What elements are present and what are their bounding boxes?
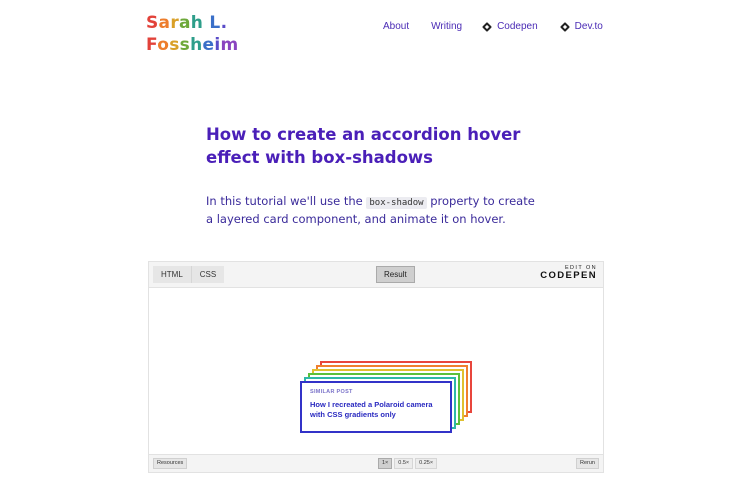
logo-letter: h — [190, 35, 203, 55]
result-preview — [149, 289, 603, 456]
card-headline: How I recreated a Polaroid camera with CSS gradients only — [310, 400, 433, 419]
resources-button[interactable]: Resources — [153, 458, 187, 469]
logo-letter: i — [214, 35, 221, 55]
logo-letter: F — [146, 35, 158, 55]
nav-devto-label: Dev.to — [574, 21, 603, 32]
codepen-icon — [482, 22, 492, 32]
edit-on-label: EDIT ON — [564, 265, 597, 271]
nav-codepen-label: Codepen — [497, 21, 538, 32]
intro-text-end: property to create a layered card component, and animate it on hover. — [206, 194, 535, 226]
edit-on-codepen-link[interactable] — [540, 265, 597, 281]
logo-line-1 — [146, 12, 238, 34]
embed-toolbar — [149, 262, 603, 288]
embed-tabs — [153, 266, 224, 283]
site-logo[interactable] — [146, 12, 238, 56]
logo-letter: h — [190, 13, 204, 33]
logo-letter: s — [179, 35, 191, 55]
intro-text-start: In this tutorial we'll use the — [206, 194, 367, 208]
logo-letter: r — [170, 13, 180, 33]
zoom-half-button[interactable]: 0.5× — [394, 458, 413, 469]
tab-css[interactable]: CSS — [191, 266, 224, 283]
intro-code: box-shadow — [366, 197, 426, 209]
article-intro — [206, 193, 536, 227]
logo-line-2 — [146, 34, 238, 56]
rerun-button[interactable]: Rerun — [576, 458, 599, 469]
logo-letter: e — [202, 35, 215, 55]
codepen-brand: CODEPEN — [540, 270, 597, 281]
zoom-1x-button[interactable]: 1× — [378, 458, 392, 469]
zoom-controls — [378, 458, 439, 469]
logo-letter: m — [220, 35, 239, 55]
nav-codepen-link[interactable] — [482, 21, 538, 32]
logo-letter: L — [209, 13, 221, 33]
devto-icon — [560, 22, 570, 32]
codepen-embed — [148, 261, 604, 473]
logo-letter: s — [169, 35, 180, 55]
logo-letter: o — [157, 35, 170, 55]
embed-footer — [149, 454, 603, 472]
nav-devto-link[interactable] — [560, 21, 603, 32]
similar-post-card[interactable] — [300, 381, 452, 433]
article-title: How to create an accordion hover effect with box-shadows — [206, 125, 521, 167]
card-kicker: SIMILAR POST — [310, 389, 353, 395]
logo-letter: . — [220, 13, 228, 33]
logo-letter: S — [146, 13, 159, 33]
nav-writing-link[interactable]: Writing — [431, 21, 463, 32]
tab-result[interactable]: Result — [376, 266, 415, 283]
zoom-quarter-button[interactable]: 0.25× — [415, 458, 437, 469]
logo-letter: a — [179, 13, 191, 33]
nav-about-link[interactable]: About — [383, 21, 410, 32]
logo-letter: a — [158, 13, 171, 33]
main-nav — [383, 21, 603, 32]
tab-html[interactable]: HTML — [153, 266, 191, 283]
